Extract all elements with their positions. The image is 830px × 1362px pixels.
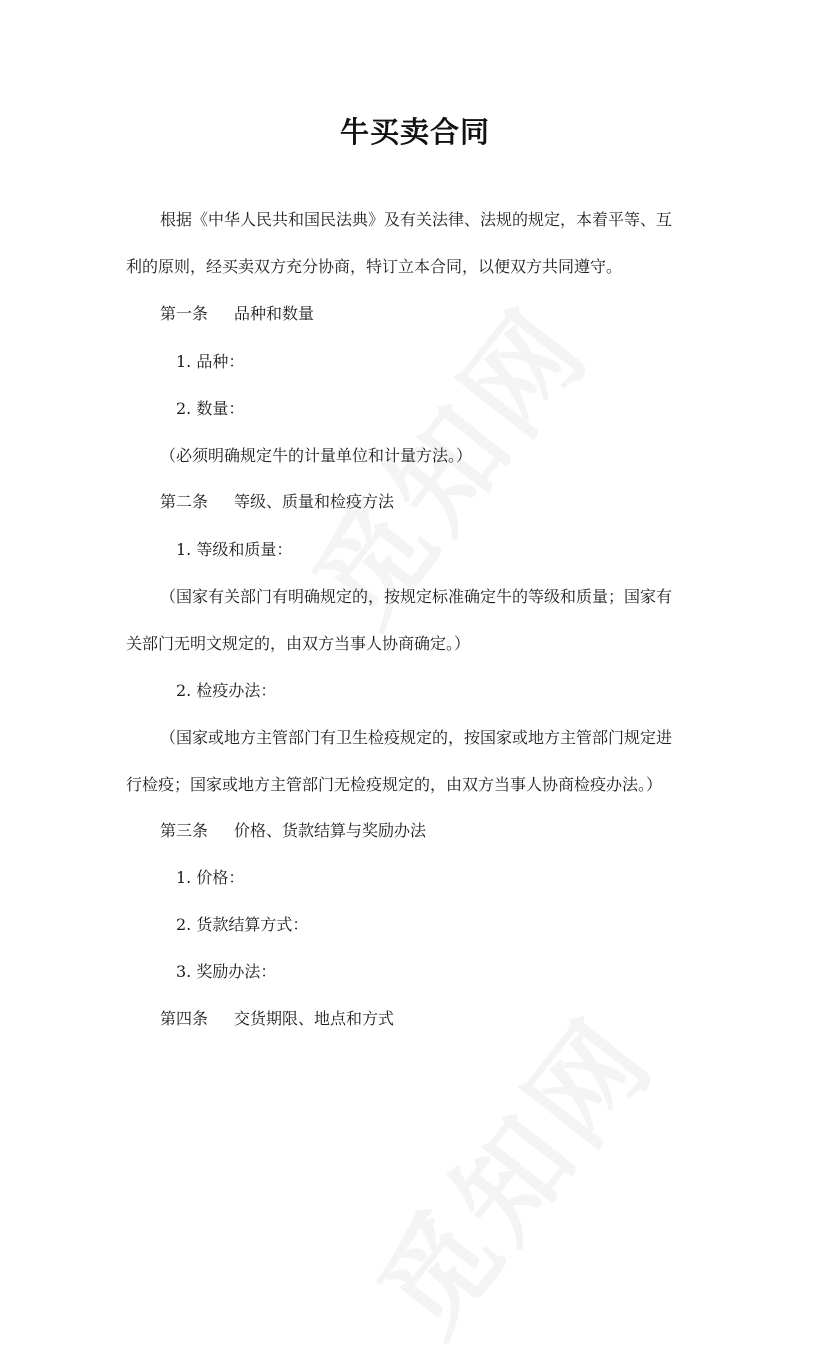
clause-note: （必须明确规定牛的计量单位和计量方法。）: [160, 446, 473, 465]
article-3-heading: [160, 821, 426, 841]
article-number: 第三条: [160, 821, 209, 840]
article-number: 第四条: [160, 1009, 209, 1028]
article-4-heading: [160, 1009, 394, 1029]
clause-item: 1. 品种：: [176, 352, 245, 371]
watermark: [336, 979, 685, 1362]
clause-note: 行检疫；国家或地方主管部门无检疫规定的，由双方当事人协商检疫办法。）: [126, 775, 663, 794]
preamble-line: 利的原则，经买卖双方充分协商，特订立本合同，以便双方共同遵守。: [126, 257, 623, 276]
clause-item: 2. 数量：: [176, 399, 245, 418]
clause-item: 1. 等级和质量：: [176, 540, 293, 559]
clause-item: 2. 货款结算方式：: [176, 915, 309, 934]
article-number: 第一条: [160, 304, 209, 323]
article-number: 第二条: [160, 492, 209, 511]
article-title: 品种和数量: [234, 304, 315, 323]
article-title: 交货期限、地点和方式: [234, 1009, 395, 1028]
clause-item: 1. 价格：: [176, 868, 245, 887]
article-title: 等级、质量和检疫方法: [234, 492, 395, 511]
article-2-heading: [160, 492, 394, 512]
clause-note: （国家有关部门有明确规定的，按规定标准确定牛的等级和质量；国家有: [160, 587, 673, 606]
clause-note: 关部门无明文规定的，由双方当事人协商确定。）: [126, 634, 471, 653]
article-title: 价格、货款结算与奖励办法: [234, 821, 427, 840]
document-title: 牛买卖合同: [339, 115, 490, 149]
clause-item: 2. 检疫办法：: [176, 681, 277, 700]
clause-item: 3. 奖励办法：: [176, 962, 277, 981]
article-1-heading: [160, 304, 314, 324]
clause-note: （国家或地方主管部门有卫生检疫规定的，按国家或地方主管部门规定进: [160, 728, 673, 747]
preamble-line: 根据《中华人民共和国民法典》及有关法律、法规的规定，本着平等、互: [160, 210, 673, 229]
